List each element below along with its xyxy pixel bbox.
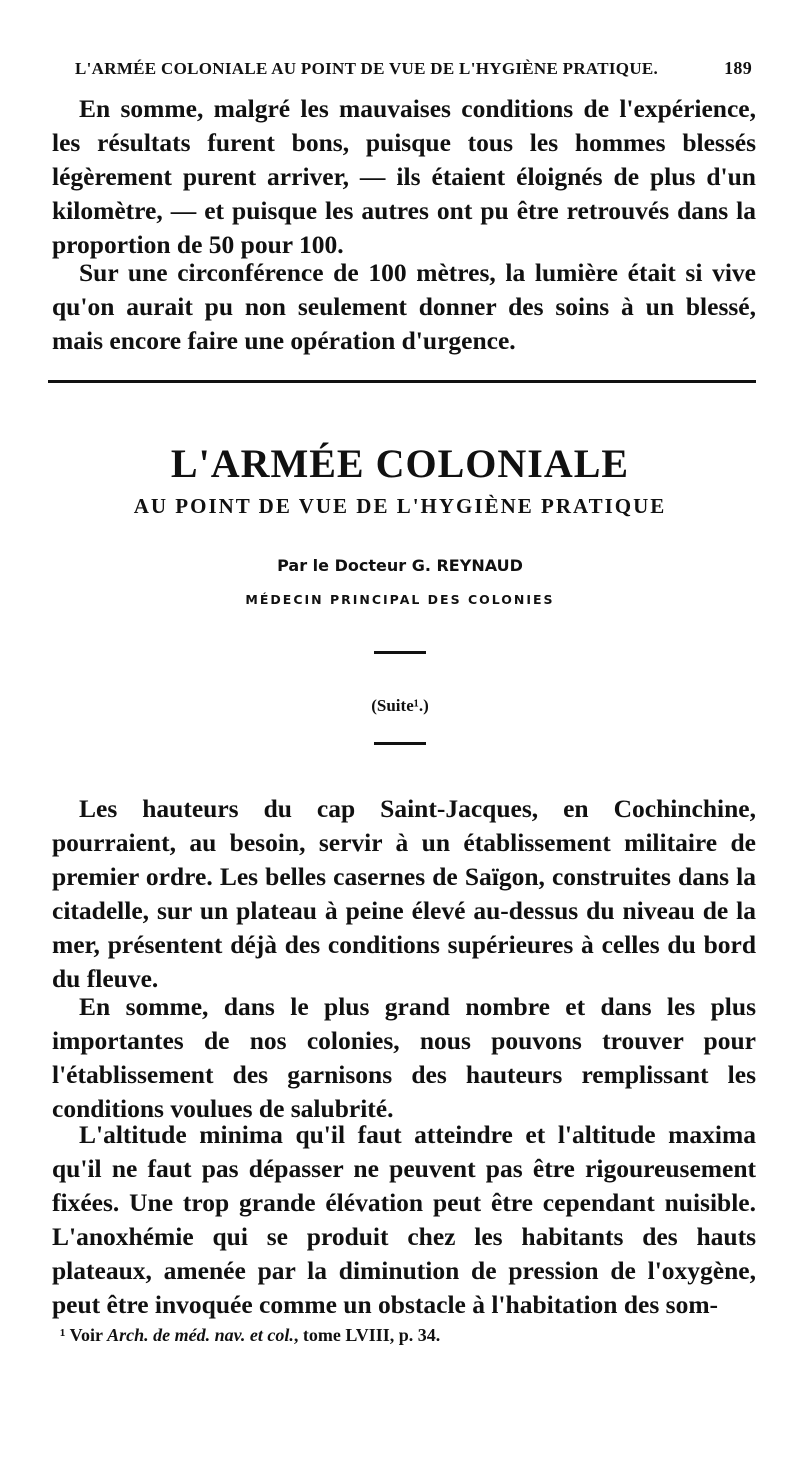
short-divider: [374, 651, 426, 654]
paragraph-block: [52, 1118, 756, 1322]
paragraph-block: [52, 792, 756, 996]
paragraph: En somme, dans le plus grand nombre et dans les plus importantes de nos colonies, nous pouvons trouver pour l'établissement des garnisons des hauteurs remplissant les conditions voulues de salubrité.: [52, 992, 756, 1123]
article-subtitle: AU POINT DE VUE DE L'HYGIÈNE PRATIQUE: [133, 494, 667, 518]
paragraph: En somme, malgré les mauvaises conditions de l'expérience, les résultats furent bons, puisque tous les hommes blessés légèrement purent arriver, — ils étaient éloignés de plus d'un kilomètre, — et puisque les autres ont pu être retrouvés dans la proportion de 50 pour 100.: [52, 94, 756, 259]
running-title: L'ARMÉE COLONIALE AU POINT DE VUE DE L'HYGIÈNE PRATIQUE.: [75, 59, 659, 78]
paragraph: Les hauteurs du cap Saint-Jacques, en Cochinchine, pourraient, au besoin, servir à un établissement militaire de premier ordre. Les belles casernes de Saïgon, construites dans la citadelle, sur un plateau à peine élevé au-dessus du niveau de la mer, présentent déjà des conditions supérieures à celles du bord du fleuve.: [52, 794, 756, 993]
section-divider: [48, 380, 756, 383]
article-author: Par le Docteur G. REYNAUD: [277, 556, 523, 575]
footnote-marker: ¹: [60, 1325, 66, 1345]
footnote-prefix: Voir: [69, 1325, 103, 1345]
paragraph: Sur une circonférence de 100 mètres, la lumière était si vive qu'on aurait pu non seulement donner des soins à un blessé, mais encore faire une opération d'urgence.: [52, 258, 756, 355]
author-rank: MÉDECIN PRINCIPAL DES COLONIES: [245, 592, 555, 607]
suite-label: (Suite¹.): [371, 696, 429, 715]
paragraph-block: [52, 92, 756, 262]
short-divider: [374, 742, 426, 745]
footnote-journal: Arch. de méd. nav. et col.: [107, 1325, 294, 1345]
article-title: L'ARMÉE COLONIALE: [170, 441, 630, 486]
footnote: [60, 1325, 440, 1346]
footnote-reference: , tome LVIII, p. 34.: [293, 1325, 441, 1345]
paragraph: L'altitude minima qu'il faut atteindre et l'altitude maxima qu'il ne faut pas dépasser ne peuvent pas être rigoureusement fixées. Une trop grande élévation peut être cependant nuisible. L'anoxhémie qui se produit chez les habitants des hauts plateaux, amenée par la diminution de pression de l'oxygène, peut être invoquée comme un obstacle à l'habitation des som-: [52, 1120, 756, 1319]
paragraph-block: [52, 990, 756, 1126]
running-header: [75, 58, 752, 79]
page-number: 189: [724, 58, 752, 78]
paragraph-block: [52, 256, 756, 358]
